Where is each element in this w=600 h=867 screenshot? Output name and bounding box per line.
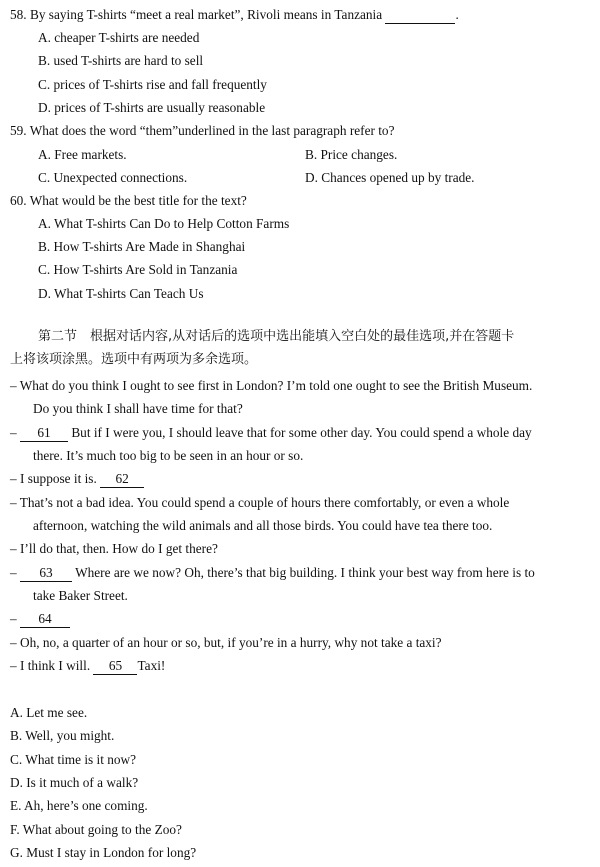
q58-option-d: D. prices of T-shirts are usually reasonable: [38, 100, 266, 115]
q60-option-d: D. What T-shirts Can Teach Us: [38, 286, 204, 301]
dialogue-line-10: take Baker Street.: [33, 588, 128, 603]
section-instruction-line1: 第二节 根据对话内容,从对话后的选项中选出能填入空白处的最佳选项,并在答题卡: [38, 329, 515, 344]
blank-63: 63: [20, 565, 72, 582]
dialogue-line-7: afternoon, watching the wild animals and all those birds. You could have tea there too.: [33, 518, 493, 533]
blank-65: 65: [93, 658, 137, 675]
dialogue-dash: –: [10, 611, 17, 626]
dialogue-line-12: – Oh, no, a quarter of an hour or so, but, if you’re in a hurry, why not take a taxi?: [10, 635, 442, 650]
dialogue-line-11: [10, 611, 70, 628]
dialogue-line-1: – What do you think I ought to see first in London? I’m told one ought to see the British Museum.: [10, 378, 533, 393]
q58-option-a: A. cheaper T-shirts are needed: [38, 30, 200, 45]
q59-option-b: B. Price changes.: [305, 147, 398, 162]
blank-62: 62: [100, 471, 144, 488]
q60-stem: 60. What would be the best title for the text?: [10, 193, 247, 208]
section-instruction-line2: 上将该项涂黑。选项中有两项为多余选项。: [10, 352, 258, 367]
dialogue-line-13: [10, 658, 165, 675]
q58-stem-text: 58. By saying T-shirts “meet a real market”, Rivoli means in Tanzania: [10, 7, 383, 22]
choice-c: C. What time is it now?: [10, 752, 137, 767]
dialogue-line-4: there. It’s much too big to be seen in an hour or so.: [33, 448, 304, 463]
q58-stem: [10, 7, 459, 24]
dialogue-line-9: [10, 565, 535, 582]
dialogue-line-2: Do you think I shall have time for that?: [33, 401, 243, 416]
dialogue-line-3-text: But if I were you, I should leave that for some other day. You could spend a whole day: [71, 425, 532, 440]
q58-stem-end: .: [455, 7, 459, 22]
q58-option-b: B. used T-shirts are hard to sell: [38, 53, 204, 68]
dialogue-line-13-text: – I think I will.: [10, 658, 91, 673]
blank-64: 64: [20, 611, 70, 628]
q58-answer-blank: [385, 7, 455, 24]
q58-option-c: C. prices of T-shirts rise and fall frequently: [38, 77, 267, 92]
choice-b: B. Well, you might.: [10, 728, 115, 743]
q59-option-a: A. Free markets.: [38, 147, 127, 162]
choice-a: A. Let me see.: [10, 705, 88, 720]
q59-option-d: D. Chances opened up by trade.: [305, 170, 475, 185]
choice-d: D. Is it much of a walk?: [10, 775, 139, 790]
q59-stem: 59. What does the word “them”underlined in the last paragraph refer to?: [10, 123, 395, 138]
q60-option-a: A. What T-shirts Can Do to Help Cotton Farms: [38, 216, 290, 231]
q60-option-b: B. How T-shirts Are Made in Shanghai: [38, 239, 246, 254]
dialogue-line-5-text: – I suppose it is.: [10, 471, 97, 486]
dialogue-dash: –: [10, 565, 17, 580]
dialogue-line-8: – I’ll do that, then. How do I get there?: [10, 541, 218, 556]
choice-f: F. What about going to the Zoo?: [10, 822, 182, 837]
choice-g: G. Must I stay in London for long?: [10, 845, 197, 860]
dialogue-line-13-end: Taxi!: [137, 658, 166, 673]
q60-option-c: C. How T-shirts Are Sold in Tanzania: [38, 262, 238, 277]
dialogue-line-6: – That’s not a bad idea. You could spend a couple of hours there comfortably, or even a whole: [10, 495, 510, 510]
blank-61: 61: [20, 425, 68, 442]
dialogue-line-5: [10, 471, 144, 488]
dialogue-line-3: [10, 425, 532, 442]
q59-option-c: C. Unexpected connections.: [38, 170, 188, 185]
dialogue-line-9-text: Where are we now? Oh, there’s that big building. I think your best way from here is to: [75, 565, 535, 580]
choice-e: E. Ah, here’s one coming.: [10, 798, 148, 813]
dialogue-dash: –: [10, 425, 17, 440]
